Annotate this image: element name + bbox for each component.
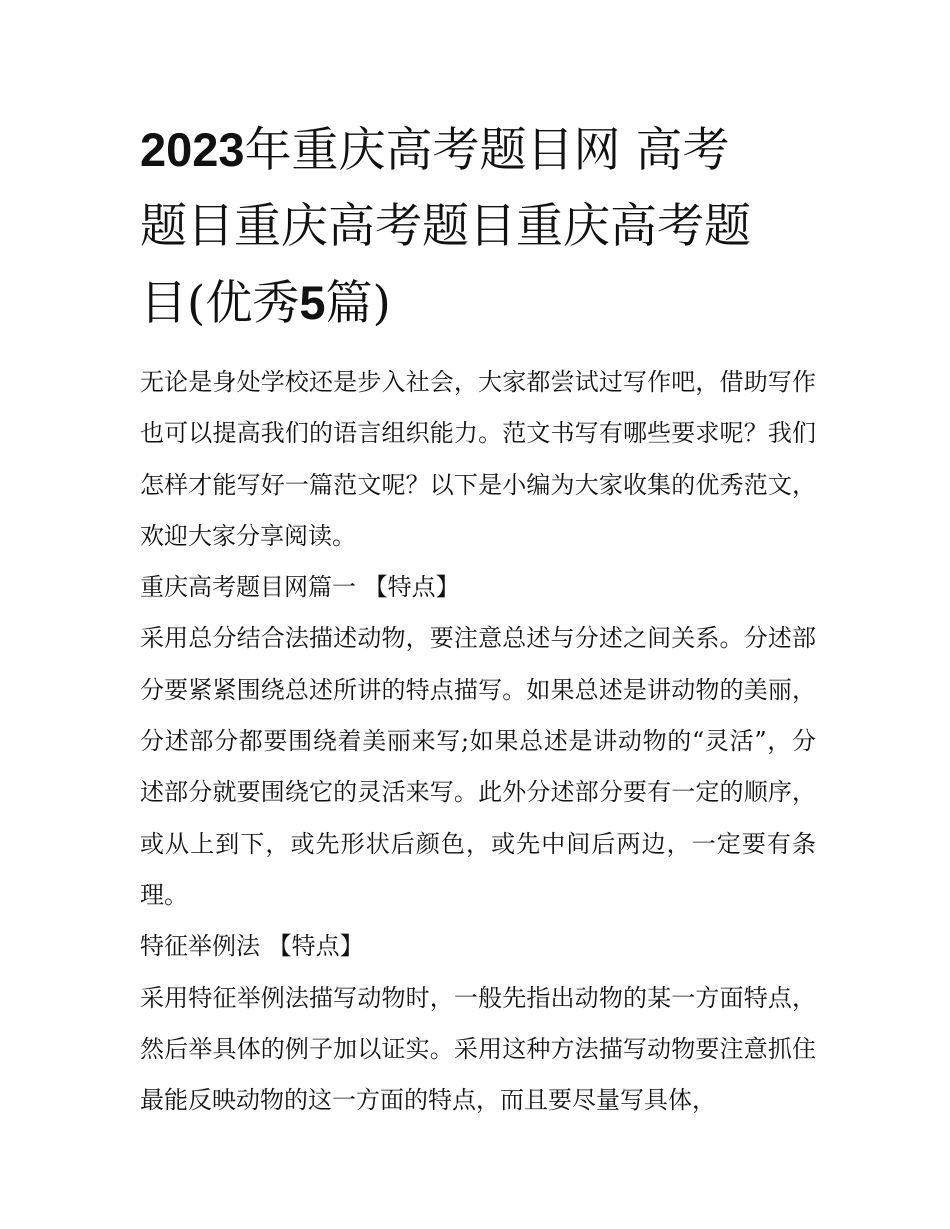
title-count: 5 xyxy=(299,276,326,329)
title-line-2: 题目重庆高考题目重庆高考题 xyxy=(140,199,751,254)
title-year: 2023 xyxy=(140,123,245,176)
section-heading-2: 特征举例法 【特点】 xyxy=(140,932,364,961)
title-line-3-end: 篇) xyxy=(325,276,391,331)
title-line-3-word: 优秀 xyxy=(205,276,300,331)
document-title xyxy=(140,112,820,342)
document-body xyxy=(140,357,816,1126)
title-line-1: 年重庆高考题目网 高考 xyxy=(244,123,730,178)
section-heading-1: 重庆高考题目网篇一 【特点】 xyxy=(140,573,460,602)
section-paragraph-1: 采用总分结合法描述动物，要注意总述与分述之间关系。分述部分要紧紧围绕总述所讲的特点描写。如果总述是讲动物的美丽，分述部分都要围绕着美丽来写;如果总述是讲动物的“灵活”，分述部分就要围绕它的灵活来写。此外分述部分要有一定的顺序，或从上到下，或先形状后颜色，或先中间后两边，一定要有条理。 xyxy=(140,624,816,909)
title-line-3-start: 目( xyxy=(140,276,206,331)
intro-paragraph: 无论是身处学校还是步入社会，大家都尝试过写作吧，借助写作也可以提高我们的语言组织能力。范文书写有哪些要求呢？我们怎样才能写好一篇范文呢？以下是小编为大家收集的优秀范文，欢迎大家分享阅读。 xyxy=(140,368,816,550)
section-paragraph-2: 采用特征举例法描写动物时，一般先指出动物的某一方面特点，然后举具体的例子加以证实。采用这种方法描写动物要注意抓住最能反映动物的这一方面的特点，而且要尽量写具体， xyxy=(140,983,816,1115)
